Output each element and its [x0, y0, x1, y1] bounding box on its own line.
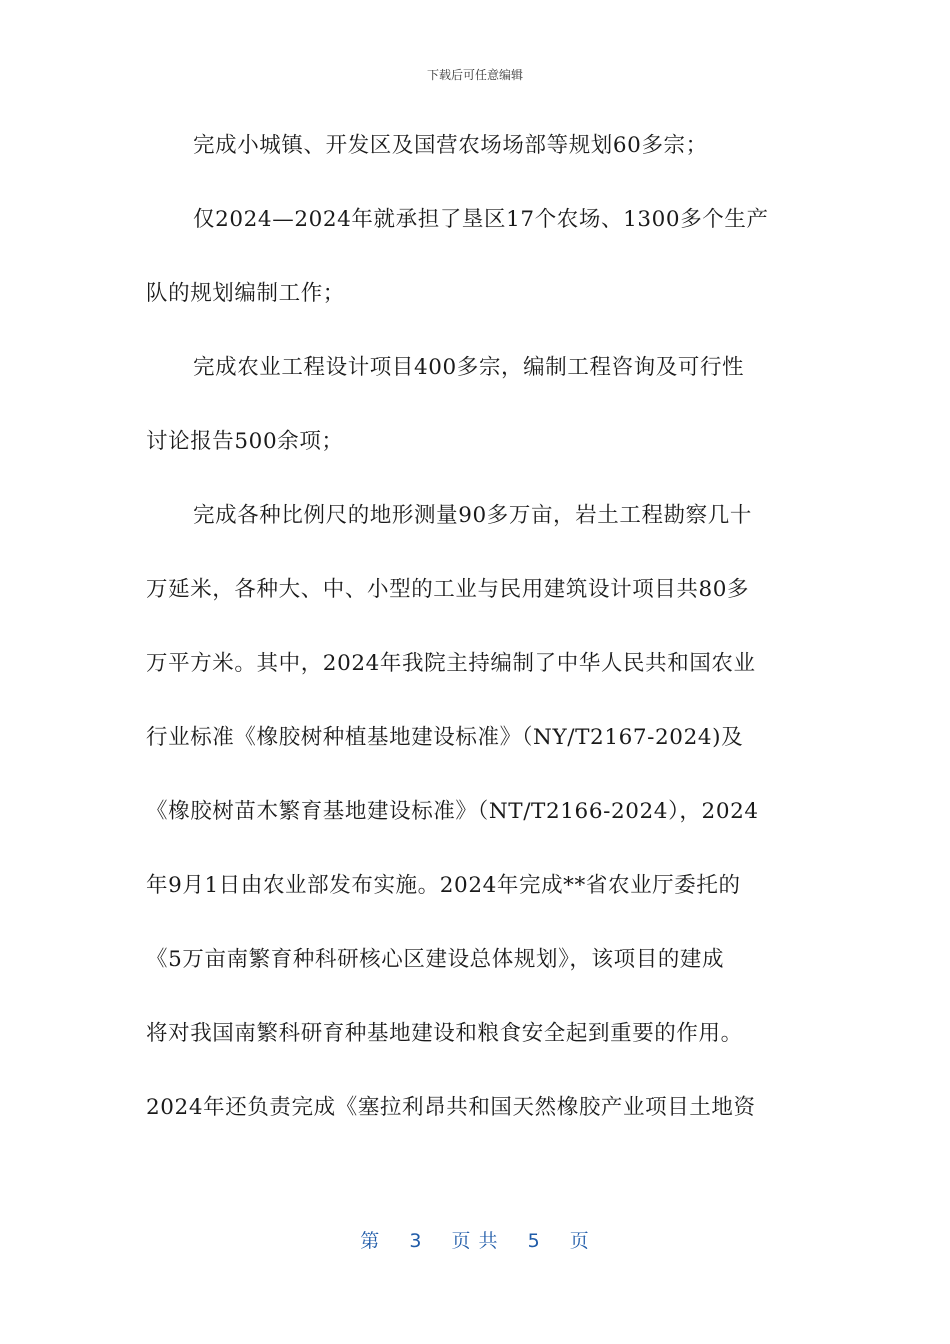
paragraph-line: 《5万亩南繁育种科研核心区建设总体规划》，该项目的建成: [146, 947, 725, 972]
footer-middle: 页 共: [451, 1230, 499, 1252]
paragraph-line: 仅2024—2024年就承担了垦区17个农场、1300多个生产: [193, 207, 769, 232]
footer-suffix: 页: [569, 1230, 590, 1252]
footer-prefix: 第: [360, 1230, 381, 1252]
paragraph-line: 完成农业工程设计项目400多宗，编制工程咨询及可行性: [193, 355, 745, 380]
paragraph-line: 完成各种比例尺的地形测量90多万亩，岩土工程勘察几十: [193, 503, 752, 528]
header-note: 下载后可任意编辑: [426, 68, 523, 82]
paragraph-line: 完成小城镇、开发区及国营农场场部等规划60多宗；: [193, 133, 708, 158]
total-pages-number: 5: [527, 1230, 541, 1252]
document-body: [146, 126, 806, 1162]
paragraph-line: 万延米，各种大、中、小型的工业与民用建筑设计项目共80多: [146, 577, 750, 602]
paragraph-line: 2024年还负责完成《塞拉利昂共和国天然橡胶产业项目土地资: [146, 1095, 756, 1120]
paragraph-line: 行业标准《橡胶树种植基地建设标准》（NY/T2167-2024)及: [146, 725, 744, 750]
paragraph-line: 将对我国南繁科研育种基地建设和粮食安全起到重要的作用。: [146, 1021, 743, 1046]
page-footer: [0, 1226, 950, 1253]
paragraph-line: 《橡胶树苗木繁育基地建设标准》（NT/T2166-2024），2024: [146, 799, 759, 824]
paragraph-line: 年9月1日由农业部发布实施。2024年完成**省农业厅委托的: [146, 873, 741, 898]
paragraph-line: 队的规划编制工作；: [146, 281, 345, 306]
paragraph-line: 讨论报告500余项；: [146, 429, 344, 454]
current-page-number: 3: [409, 1230, 423, 1252]
paragraph-line: 万平方米。其中，2024年我院主持编制了中华人民共和国农业: [146, 651, 756, 676]
